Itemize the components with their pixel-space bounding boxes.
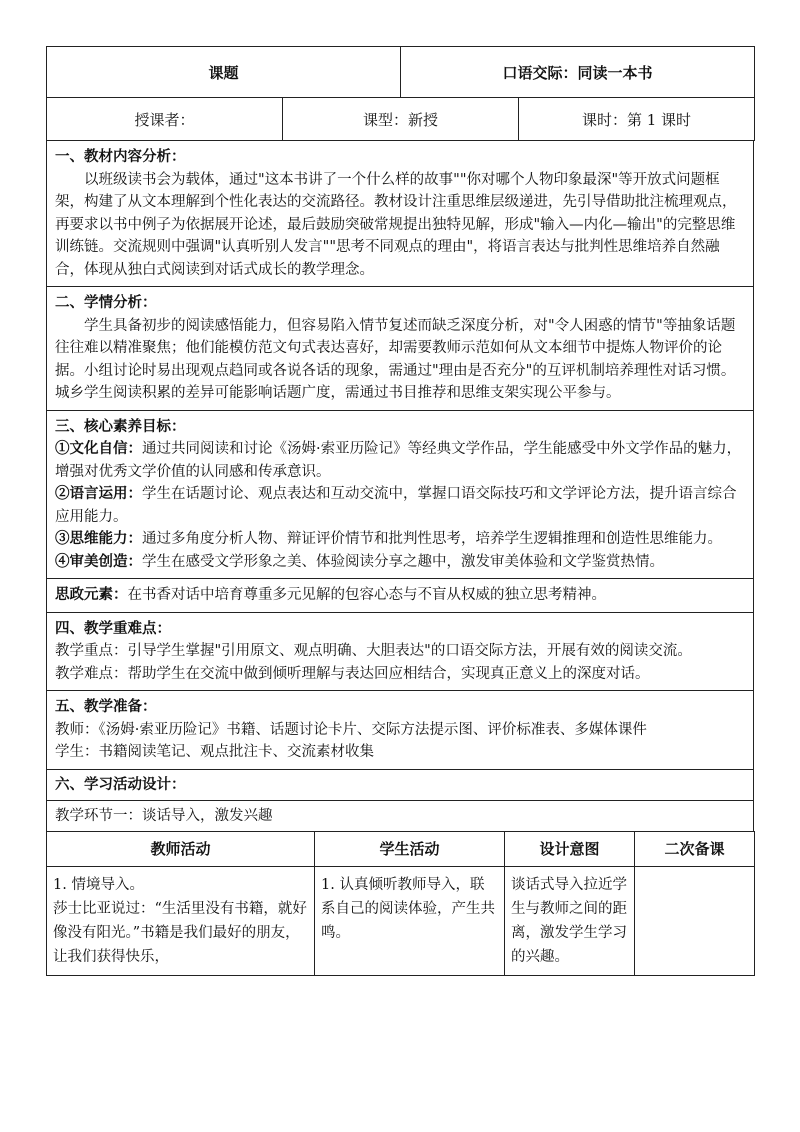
teacher-activity-line: 莎士比亚说过：“生活里没有书籍，就好像没有阳光。”书籍是我们最好的朋友，让我们获得快乐，: [53, 900, 307, 965]
teacher-label: 授课者：: [47, 98, 283, 141]
section-title: 三、核心素养目标：: [55, 417, 186, 435]
activity-design-title-cell: [47, 769, 754, 800]
section-title: 六、学习活动设计：: [55, 775, 186, 793]
ideology-label: 思政元素：: [55, 586, 128, 603]
goal-text: 通过多角度分析人物、辩证评价情节和批判性思考，培养学生逻辑推理和创造性思维能力。: [142, 531, 722, 547]
teacher-activity-line: 1. 情境导入。: [53, 876, 144, 893]
column-header: 学生活动: [315, 831, 505, 866]
goal-label: ②语言运用：: [55, 485, 142, 502]
goal-item: [55, 528, 745, 551]
student-activity-cell: 1. 认真倾听教师导入，联系自己的阅读体验，产生共鸣。: [315, 866, 505, 975]
header-table: [46, 46, 755, 98]
goal-text: 学生在话题讨论、观点表达和互动交流中，掌握口语交际技巧和文学评论方法，提升语言综合应用能力。: [55, 486, 737, 525]
section-title: 二、学情分析：: [55, 294, 157, 311]
preparation-teacher: 教师：《汤姆·索亚历险记》书籍、话题讨论卡片、交际方法提示图、评价标准表、多媒体课件: [55, 721, 647, 738]
ideology-section: [47, 579, 754, 613]
column-header: 设计意图: [505, 831, 635, 866]
preparation-student: 学生：书籍阅读笔记、观点批注卡、交流素材收集: [55, 744, 374, 760]
stage-one-title: 教学环节一：谈话导入，激发兴趣: [55, 807, 273, 824]
core-goals-section: [47, 410, 754, 579]
student-analysis-section: [47, 287, 754, 411]
goal-item: [55, 438, 745, 483]
topic-label: 课题: [47, 47, 401, 98]
section-title: 五、教学准备：: [55, 698, 157, 715]
goal-label: ①文化自信：: [55, 440, 142, 457]
content-analysis-body: 以班级读书会为载体，通过"这本书讲了一个什么样的故事""你对哪个人物印象最深"等开放式问题框架，构建了从文本理解到个性化表达的交流路径。教材设计注重思维层级递进，先引导借助批注梳理观点，再要求以书中例子为依据展开论述，最后鼓励突破常规提出独特见解，形成"输入—内化—输出"的完整思维训练链。交流规则中强调"认真听别人发言""思考不同观点的理由"，将语言表达与批判性思维培养自然融合，体现从独白式阅读到对话式成长的教学理念。: [55, 171, 737, 278]
key-focus: 教学重点：引导学生掌握"引用原文、观点明确、大胆表达"的口语交际方法，开展有效的阅读交流。: [55, 643, 692, 659]
sections-table: [46, 140, 754, 832]
topic-value: 口语交际：同读一本书: [401, 47, 755, 98]
table-row: [47, 866, 755, 975]
revision-cell: [635, 866, 755, 975]
lesson-hours: 课时：第 1 课时: [519, 98, 755, 141]
goal-text: 学生在感受文学形象之美、体验阅读分享之趣中，激发审美体验和文学鉴赏热情。: [142, 553, 664, 570]
design-intent-cell: 谈话式导入拉近学生与教师之间的距离，激发学生学习的兴趣。: [505, 866, 635, 975]
column-header: 教师活动: [47, 831, 315, 866]
goal-label: ④审美创造：: [55, 552, 142, 570]
stage-one-cell: [47, 800, 754, 831]
ideology-text: 在书香对话中培育尊重多元见解的包容心态与不盲从权威的独立思考精神。: [127, 587, 606, 603]
lesson-plan-document: [46, 46, 754, 976]
goal-text: 通过共同阅读和讨论《汤姆·索亚历险记》等经典文学作品，学生能感受中外文学作品的魅力，增强对优秀文学价值的认同感和传承意识。: [55, 441, 742, 480]
content-analysis-section: [47, 141, 754, 287]
student-analysis-body: 学生具备初步的阅读感悟能力，但容易陷入情节复述而缺乏深度分析，对"令人困惑的情节"等抽象话题往往难以精准聚焦；他们能模仿范文句式表达喜好，却需要教师示范如何从文本细节中提炼人物评价的论据。小组讨论时易出现观点趋同或各说各话的现象，需通过"理由是否充分"的互评机制培养理性对话习惯。城乡学生阅读积累的差异可能影响话题广度，需通过书目推荐和思维支架实现公平参与。: [55, 317, 736, 401]
activity-table: [46, 831, 755, 976]
teacher-activity-cell: [47, 866, 315, 975]
column-header: 二次备课: [635, 831, 755, 866]
key-points-section: [47, 612, 754, 691]
meta-table: [46, 97, 755, 141]
goal-label: ③思维能力：: [55, 530, 142, 547]
key-difficulty: 教学难点：帮助学生在交流中做到倾听理解与表达回应相结合，实现真正意义上的深度对话。: [55, 665, 650, 682]
section-title: 四、教学重难点：: [55, 619, 171, 637]
goal-item: [55, 551, 745, 574]
goal-item: [55, 483, 745, 528]
preparation-section: [47, 691, 754, 770]
lesson-type: 课型：新授: [283, 98, 519, 141]
section-title: 一、教材内容分析：: [55, 148, 186, 165]
